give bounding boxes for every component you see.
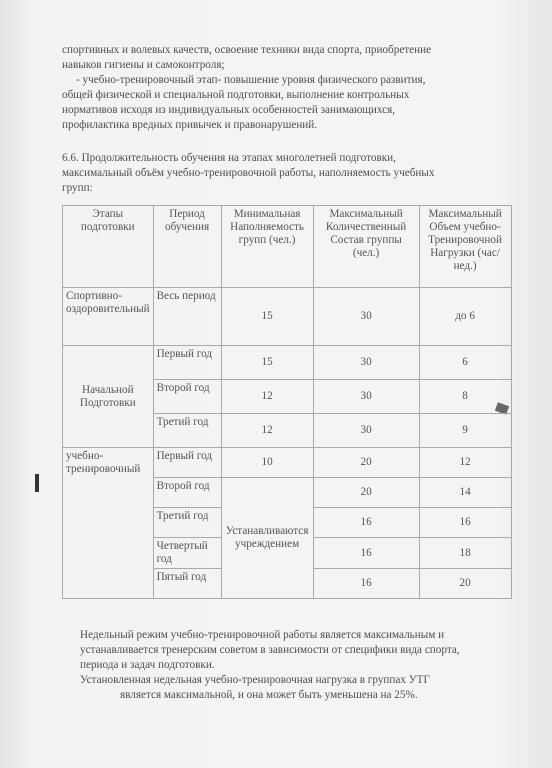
stage-cell: Начальной Подготовки [63,346,154,448]
max-cell: 30 [313,414,419,448]
footer-line: Установленная недельная учебно-тренировочная нагрузка в группах УТГ [80,674,430,686]
period-cell: Весь период [153,288,221,346]
scan-edge-mark [35,474,39,492]
footer-line: является максимальной, и она может быть уменьшена на 25%. [120,689,418,701]
max-cell: 20 [313,478,419,508]
section-line: групп: [62,182,93,194]
min-cell: 10 [221,448,313,478]
footer-line: устанавливается тренерским советом в зависимости от специфики вида спорта, [80,644,460,656]
period-cell: Пятый год [153,569,221,599]
section-line: 6.6. Продолжительность обучения на этапах многолетней подготовки, [62,152,396,164]
table-row [63,346,512,380]
footer-paragraph [80,628,515,703]
intro-line: нормативов исходя из индивидуальных особенностей занимающихся, [62,104,396,116]
load-cell: 16 [419,508,511,538]
max-cell: 16 [313,569,419,599]
table-row [63,448,512,478]
min-cell: 15 [221,288,313,346]
period-cell: Второй год [153,478,221,508]
period-cell: Третий год [153,414,221,448]
stage-cell: Спортивно-оздоровительный [63,288,154,346]
max-cell: 16 [313,538,419,569]
footer-line: периода и задач подготовки. [80,659,215,671]
load-cell: 20 [419,569,511,599]
period-cell: Второй год [153,380,221,414]
footer-line: Недельный режим учебно-тренировочной работы является максимальным и [80,629,445,641]
period-cell: Четвертый год [153,538,221,569]
max-cell: 30 [313,288,419,346]
max-cell: 30 [313,380,419,414]
section-heading [62,151,502,196]
period-cell: Третий год [153,508,221,538]
load-cell: 18 [419,538,511,569]
intro-line: спортивных и волевых качеств, освоение техники вида спорта, приобретение [62,44,432,56]
training-groups-table [62,205,512,599]
header-max: Максимальный Количественный Состав группы (чел.) [313,206,419,288]
load-cell: 9 [419,414,511,448]
section-line: максимальный объём учебно-тренировочной работы, наполняемость учебных [62,167,435,179]
header-min: Минимальная Наполняемость групп (чел.) [221,206,313,288]
max-cell: 20 [313,448,419,478]
intro-bullet: - учебно-тренировочный этап- повышение уровня физического развития, [76,74,426,86]
header-load: Максимальный Объем учебно-Тренировочной Нагрузки (час/нед.) [419,206,511,288]
load-cell: 14 [419,478,511,508]
header-period: Период обучения [153,206,221,288]
max-cell: 30 [313,346,419,380]
table-header-row [63,206,512,288]
stage-cell: учебно-тренировочный [63,448,154,599]
intro-line: общей физической и специальной подготовки, выполнение контрольных [62,89,410,101]
intro-paragraph [62,43,502,133]
min-cell: 12 [221,380,313,414]
table-row [63,288,512,346]
load-cell: 6 [419,346,511,380]
header-stage: Этапы подготовки [63,206,154,288]
load-cell: 8 [419,380,511,414]
period-cell: Первый год [153,346,221,380]
load-cell: 12 [419,448,511,478]
intro-line: навыков гигиены и самоконтроля; [62,59,225,71]
period-cell: Первый год [153,448,221,478]
intro-line: профилактика вредных привычек и правонарушений. [62,119,318,131]
max-cell: 16 [313,508,419,538]
load-cell: до 6 [419,288,511,346]
min-cell: 12 [221,414,313,448]
min-cell: 15 [221,346,313,380]
shared-min-cell: Устанавливаются учреждением [221,478,313,599]
